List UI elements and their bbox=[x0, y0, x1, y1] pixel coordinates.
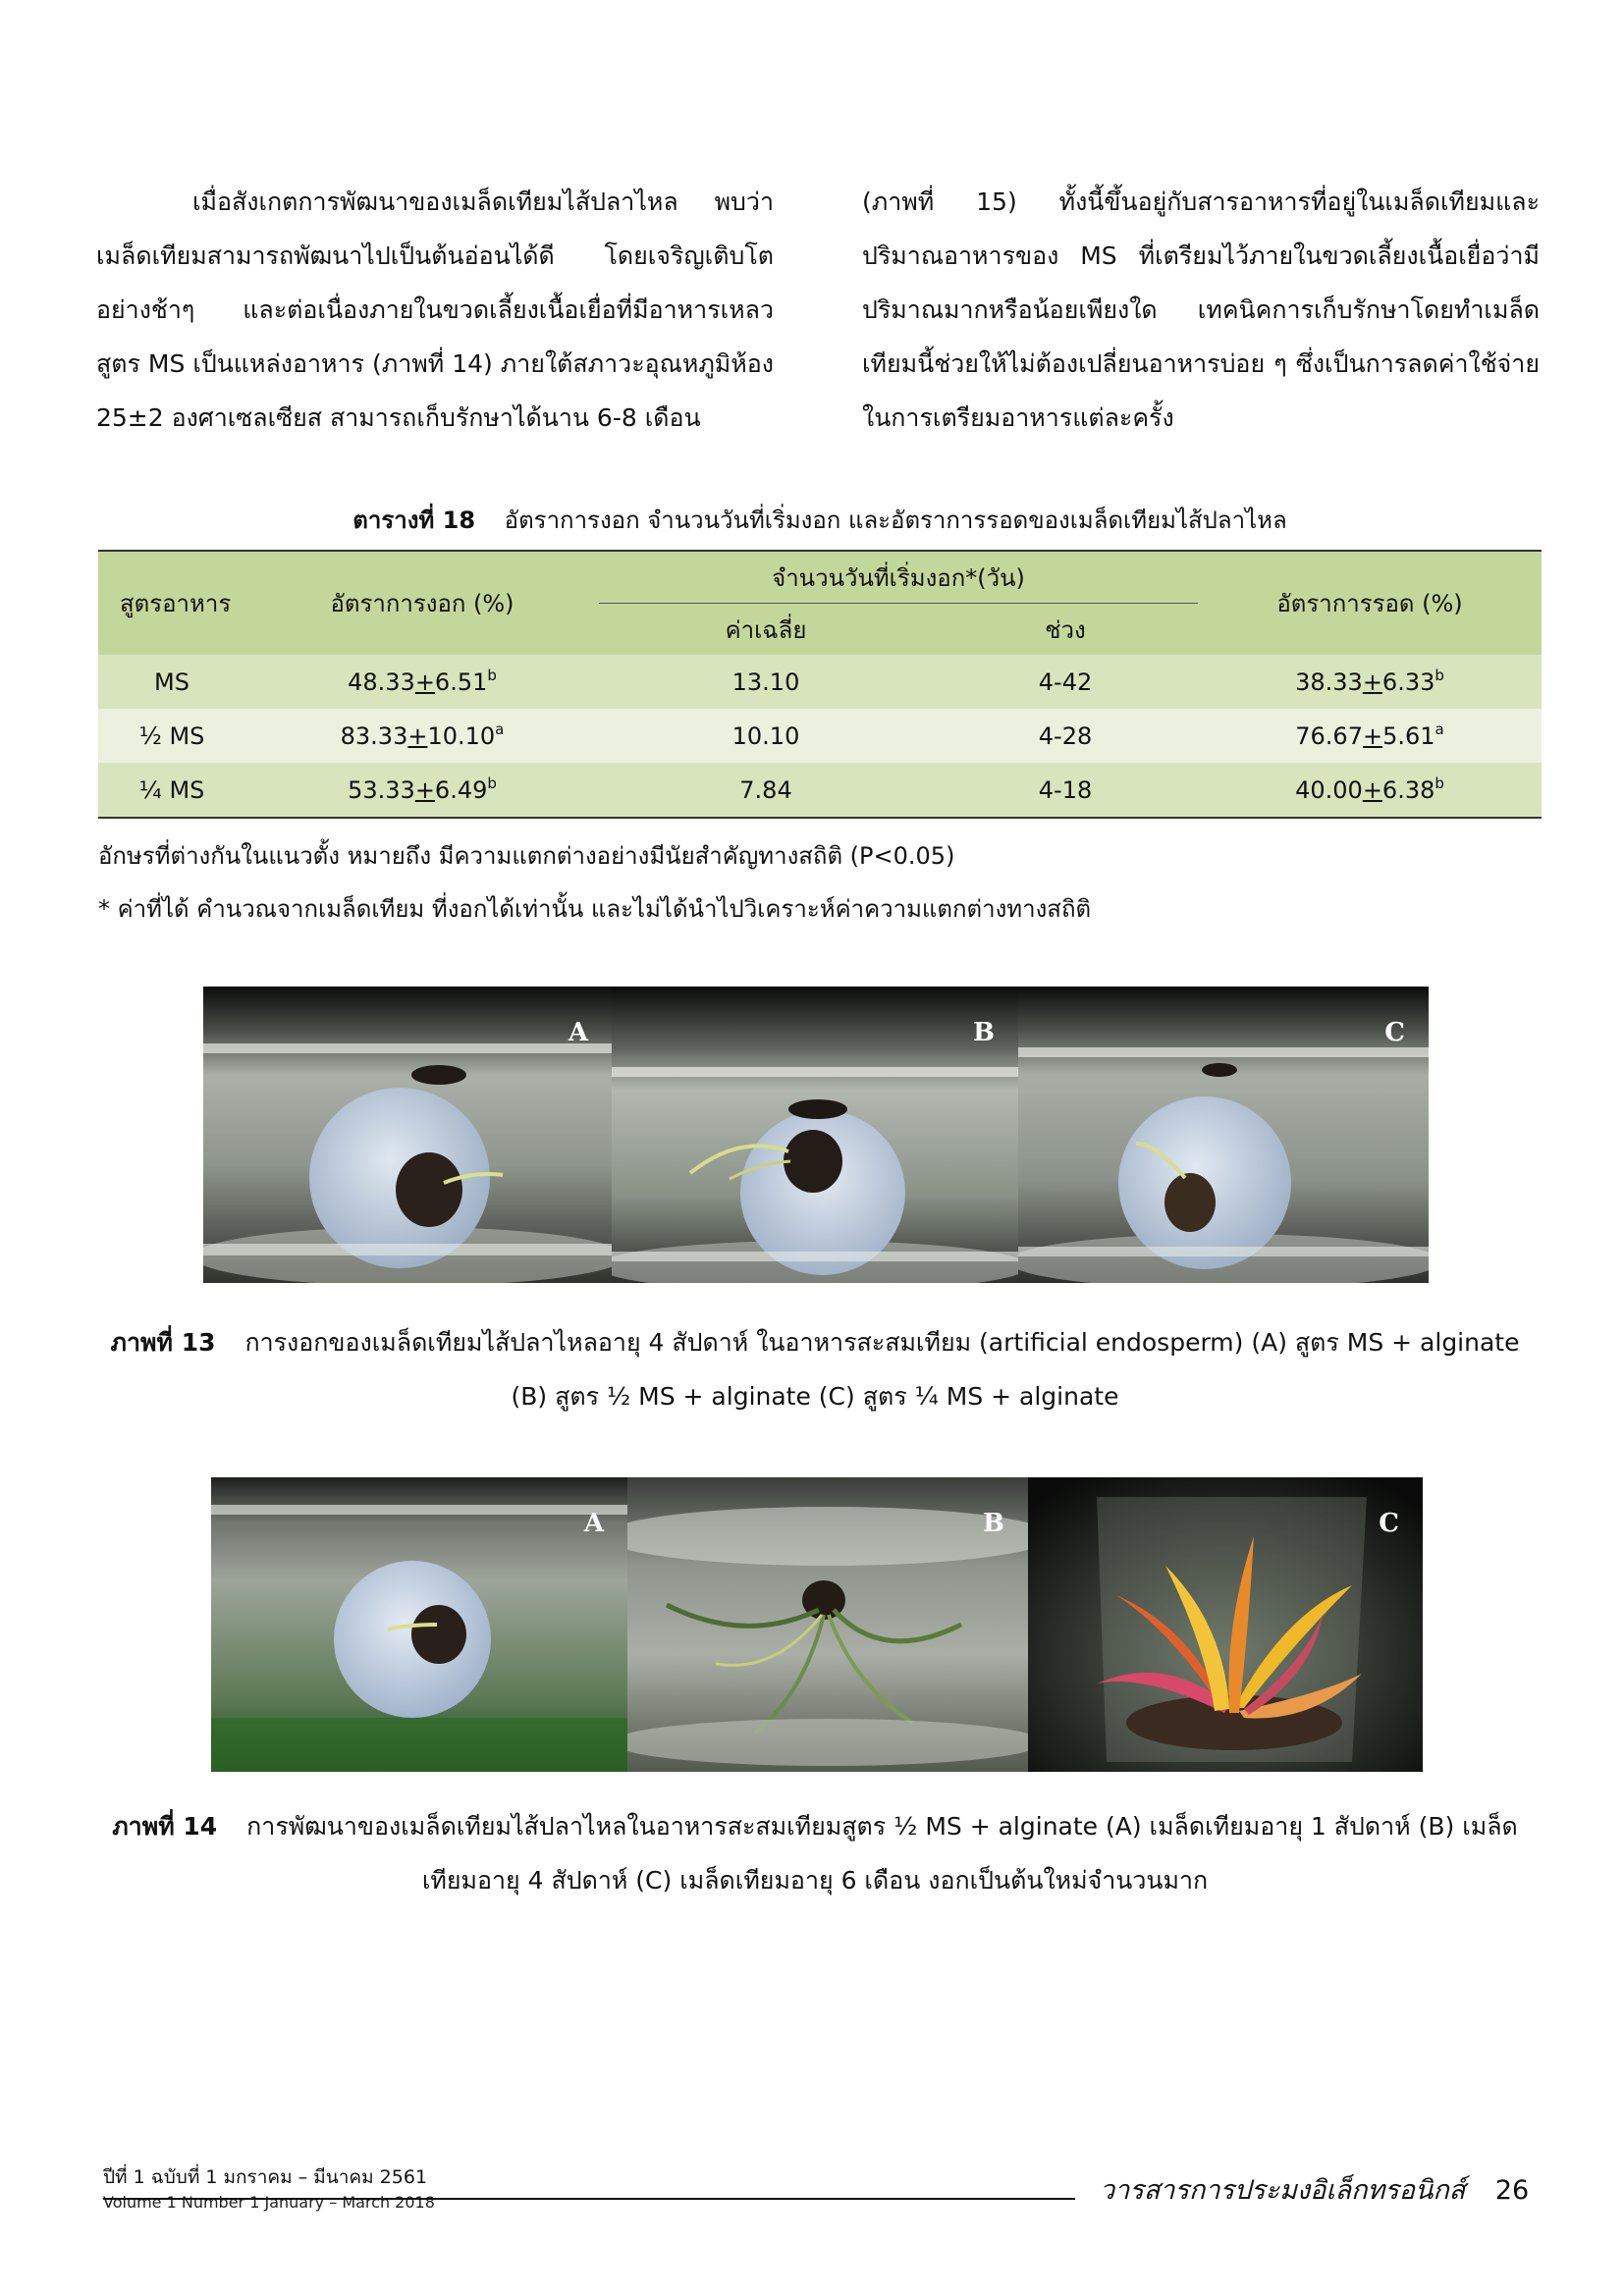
figure14-photo-a bbox=[211, 1477, 627, 1772]
photo-label: A bbox=[568, 1018, 588, 1047]
footer-thai-issue: ปีที่ 1 ฉบับที่ 1 มกราคม – มีนาคม 2561 bbox=[103, 2166, 428, 2188]
figure14-label: ภาพที่ 14 bbox=[112, 1812, 218, 1841]
table-row bbox=[98, 709, 1542, 763]
cell-medium: ¼ MS bbox=[98, 763, 245, 818]
header-mean: ค่าเฉลี่ย bbox=[599, 604, 933, 656]
right-paragraph: (ภาพที่ 15) ทั้งนี้ขึ้นอยู่กับสารอาหารที่อยู่ในเมล็ดเทียมและปริมาณอาหารของ MS ที่เตรียมไว้ภายในขวดเลี้ยงเนื้อเยื่อว่ามีปริมาณมากหรือน้อยเพียงใด เทคนิคการเก็บรักษาโดยทำเมล็ดเทียมนี้ช่วยให้ไม่ต้องเปลี่ยนอาหารบ่อย ๆ ซึ่งเป็นการลดค่าใช้จ่ายในการเตรียมอาหารแต่ละครั้ง bbox=[862, 187, 1540, 432]
table-label: ตารางที่ 18 bbox=[352, 507, 476, 534]
header-days-group: จำนวนวันที่เริ่มงอก*(วัน) bbox=[599, 551, 1198, 604]
cell-germination: 48.33+6.51$^b$ bbox=[245, 655, 599, 709]
cell-range: 4-42 bbox=[933, 655, 1198, 709]
body-column-right bbox=[862, 175, 1540, 445]
figure14-photos bbox=[211, 1477, 1423, 1772]
cell-survival: 38.33+6.33$^b$ bbox=[1198, 655, 1542, 709]
cell-range: 4-28 bbox=[933, 709, 1198, 763]
figure14-caption bbox=[93, 1799, 1537, 1907]
footer-issue-info bbox=[103, 2164, 435, 2216]
figure13-label: ภาพที่ 13 bbox=[110, 1328, 216, 1357]
cell-mean: 7.84 bbox=[599, 763, 933, 818]
table-note-asterisk: * ค่าที่ได้ คำนวณจากเมล็ดเทียม ที่งอกได้เท่านั้น และไม่ได้นำไปวิเคราะห์ค่าความแตกต่างทางสถิติ bbox=[98, 895, 1092, 923]
cell-mean: 10.10 bbox=[599, 709, 933, 763]
figure13-photo-a bbox=[203, 987, 612, 1283]
footer-journal bbox=[1100, 2173, 1529, 2209]
cell-survival: 76.67+5.61$^a$ bbox=[1198, 709, 1542, 763]
table-notes bbox=[98, 829, 1542, 935]
photo-label: C bbox=[1379, 1509, 1399, 1538]
photo-label: C bbox=[1384, 1018, 1405, 1047]
cell-mean: 13.10 bbox=[599, 655, 933, 709]
figure14-photo-c bbox=[1028, 1477, 1423, 1772]
cell-survival: 40.00+6.38$^b$ bbox=[1198, 763, 1542, 818]
cell-germination: 83.33+10.10$^a$ bbox=[245, 709, 599, 763]
figure13-caption-text: การงอกของเมล็ดเทียมไส้ปลาไหลอายุ 4 สัปดาห์ ในอาหารสะสมเทียม (artificial endosperm) (A) สูตร MS + alginate (B) สูตร ½ MS + alginate (C) สูตร ¼ MS + alginate bbox=[244, 1328, 1520, 1411]
table-note-significance: อักษรที่ต่างกันในแนวตั้ง หมายถึง มีความแตกต่างอย่างมีนัยสำคัญทางสถิติ (P<0.05) bbox=[98, 842, 955, 870]
cell-germination: 53.33+6.49$^b$ bbox=[245, 763, 599, 818]
photo-label: A bbox=[583, 1509, 604, 1538]
cell-medium: MS bbox=[98, 655, 245, 709]
table-caption bbox=[98, 503, 1542, 538]
figure13-photo-c bbox=[1018, 987, 1429, 1283]
footer-divider bbox=[103, 2198, 1075, 2200]
photo-label: B bbox=[983, 1509, 1004, 1538]
header-range: ช่วง bbox=[933, 604, 1198, 656]
footer-english-issue: Volume 1 Number 1 January – March 2018 bbox=[103, 2193, 435, 2212]
figure14-photo-b bbox=[627, 1477, 1028, 1772]
header-survival: อัตราการรอด (%) bbox=[1198, 551, 1542, 655]
cell-medium: ½ MS bbox=[98, 709, 245, 763]
table-row bbox=[98, 763, 1542, 818]
header-germination: อัตราการงอก (%) bbox=[245, 551, 599, 655]
header-medium: สูตรอาหาร bbox=[98, 551, 245, 655]
left-paragraph: เมื่อสังเกตการพัฒนาของเมล็ดเทียมไส้ปลาไหล พบว่าเมล็ดเทียมสามารถพัฒนาไปเป็นต้นอ่อนได้ดี โดยเจริญเติบโตอย่างช้าๆ และต่อเนื่องภายในขวดเลี้ยงเนื้อเยื่อที่มีอาหารเหลว สูตร MS เป็นแหล่งอาหาร (ภาพที่ 14) ภายใต้สภาวะอุณหภูมิห้อง 25±2 องศาเซลเซียส สามารถเก็บรักษาได้นาน 6-8 เดือน bbox=[96, 187, 774, 432]
page-number: 26 bbox=[1494, 2175, 1530, 2206]
figure13-photo-b bbox=[612, 987, 1018, 1283]
table-caption-text: อัตราการงอก จำนวนวันที่เริ่มงอก และอัตราการรอดของเมล็ดเทียมไส้ปลาไหล bbox=[504, 507, 1287, 534]
figure13-caption bbox=[93, 1315, 1537, 1423]
table-row bbox=[98, 655, 1542, 709]
cell-range: 4-18 bbox=[933, 763, 1198, 818]
photo-label: B bbox=[973, 1018, 995, 1047]
germination-table bbox=[98, 550, 1542, 819]
figure14-caption-text: การพัฒนาของเมล็ดเทียมไส้ปลาไหลในอาหารสะสมเทียมสูตร ½ MS + alginate (A) เมล็ดเทียมอายุ 1 สัปดาห์ (B) เมล็ดเทียมอายุ 4 สัปดาห์ (C) เมล็ดเทียมอายุ 6 เดือน งอกเป็นต้นใหม่จำนวนมาก bbox=[246, 1812, 1518, 1895]
footer-journal-name: วารสารการประมงอิเล็กทรอนิกส์ bbox=[1100, 2175, 1466, 2206]
figure13-photos bbox=[203, 987, 1429, 1283]
body-column-left bbox=[96, 175, 774, 445]
